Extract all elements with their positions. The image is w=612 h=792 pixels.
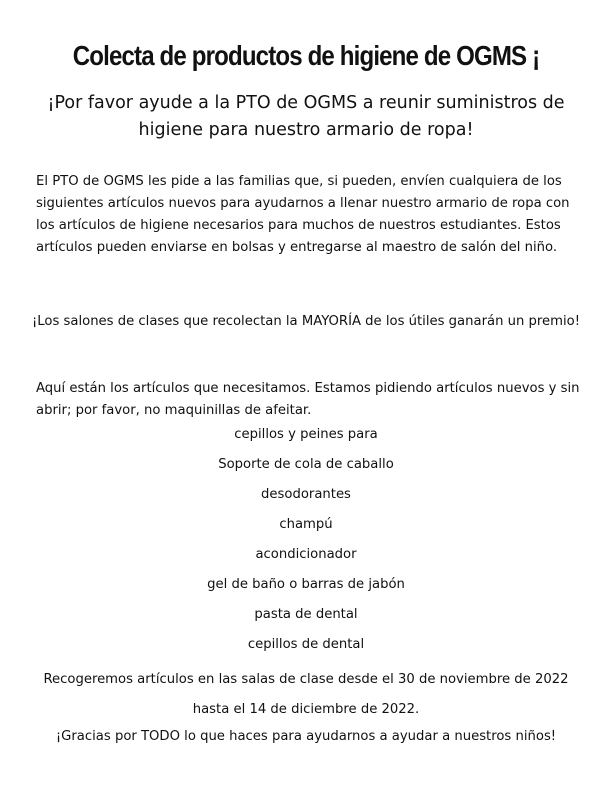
thank-you-note: ¡Gracias por TODO lo que haces para ayudarnos a ayudar a nuestros niños! bbox=[55, 729, 557, 744]
needs-intro: Aquí están los artículos que necesitamos. Estamos pidiendo artículos nuevos y sin abrir; por favor, no maquinillas de afeitar. bbox=[36, 381, 580, 418]
collection-dates: Recogeremos artículos en las salas de clase desde el 30 de noviembre de 2022 hasta el 14 de diciembre de 2022. bbox=[43, 672, 569, 717]
list-item: pasta de dental bbox=[254, 607, 358, 622]
list-item: cepillos de dental bbox=[247, 637, 365, 652]
list-item: acondicionador bbox=[255, 547, 357, 562]
flyer-subtitle: ¡Por favor ayude a la PTO de OGMS a reunir suministros de higiene para nuestro armario de ropa! bbox=[47, 93, 565, 140]
prize-note: ¡Los salones de clases que recolectan la MAYORÍA de los útiles ganarán un premio! bbox=[31, 314, 581, 329]
flyer-title: Colecta de productos de higiene de OGMS ¡ bbox=[72, 40, 540, 71]
list-item: champú bbox=[279, 517, 333, 532]
list-item: Soporte de cola de caballo bbox=[218, 457, 394, 472]
needed-items-list bbox=[0, 424, 612, 664]
list-item: desodorantes bbox=[261, 487, 351, 502]
list-item: gel de baño o barras de jabón bbox=[207, 577, 405, 592]
list-item: cepillos y peines para bbox=[234, 427, 378, 442]
intro-paragraph: El PTO de OGMS les pide a las familias que, si pueden, envíen cualquiera de los siguientes artículos nuevos para ayudarnos a llenar nuestro armario de ropa con los artículos de higiene necesarios para muchos de nuestros estudiantes. Estos artículos pueden enviarse en bolsas y entregarse al maestro de salón del niño. bbox=[36, 174, 570, 255]
